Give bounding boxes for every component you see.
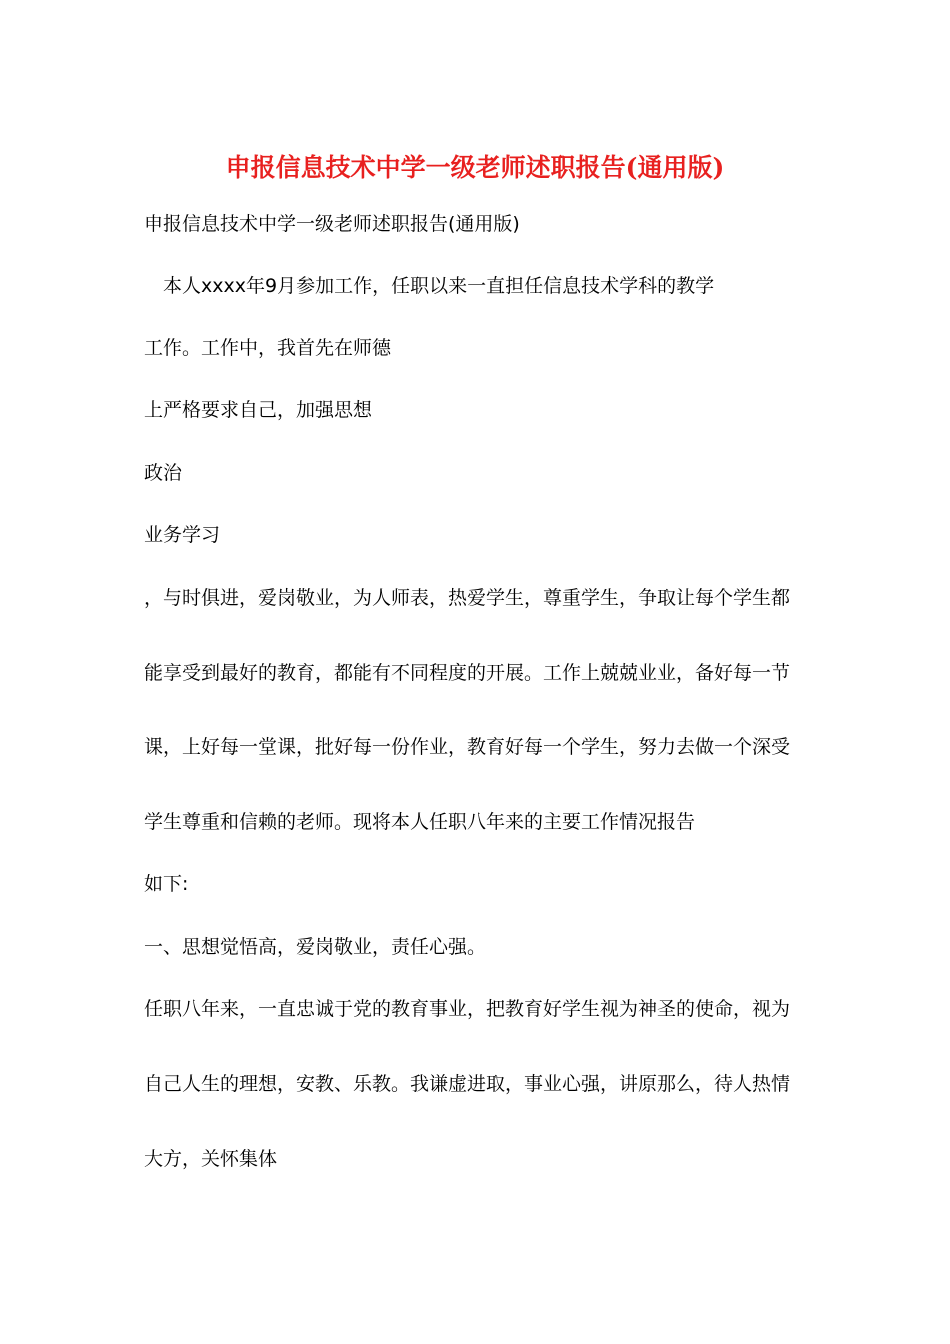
paragraph-line: 自己人生的理想，安教、乐教。我谦虚进取，事业心强，讲原那么，待人热情: [144, 1073, 791, 1095]
document-title: 申报信息技术中学一级老师述职报告(通用版): [225, 153, 725, 182]
paragraph-line: 业务学习: [144, 524, 221, 546]
subtitle-line: 申报信息技术中学一级老师述职报告(通用版): [144, 213, 520, 235]
section-heading: 一、思想觉悟高，爱岗敬业，责任心强。: [144, 936, 487, 958]
paragraph-line: 本人xxxx年9月参加工作，任职以来一直担任信息技术学科的教学: [163, 275, 715, 297]
paragraph-line: 任职八年来，一直忠诚于党的教育事业，把教育好学生视为神圣的使命，视为: [144, 998, 791, 1020]
paragraph-line: 大方，关怀集体: [144, 1148, 278, 1170]
paragraph-line: ，与时俱进，爱岗敬业，为人师表，热爱学生，尊重学生，争取让每个学生都: [144, 587, 791, 609]
paragraph-line: 上严格要求自己，加强思想: [144, 399, 373, 421]
paragraph-line: 能享受到最好的教育，都能有不同程度的开展。工作上兢兢业业，备好每一节: [144, 662, 791, 684]
paragraph-line: 政治: [144, 462, 183, 484]
paragraph-line: 如下:: [144, 873, 189, 895]
paragraph-line: 学生尊重和信赖的老师。现将本人任职八年来的主要工作情况报告: [144, 811, 696, 833]
paragraph-line: 工作。工作中，我首先在师德: [144, 337, 392, 359]
paragraph-line: 课，上好每一堂课，批好每一份作业，教育好每一个学生，努力去做一个深受: [144, 736, 791, 758]
